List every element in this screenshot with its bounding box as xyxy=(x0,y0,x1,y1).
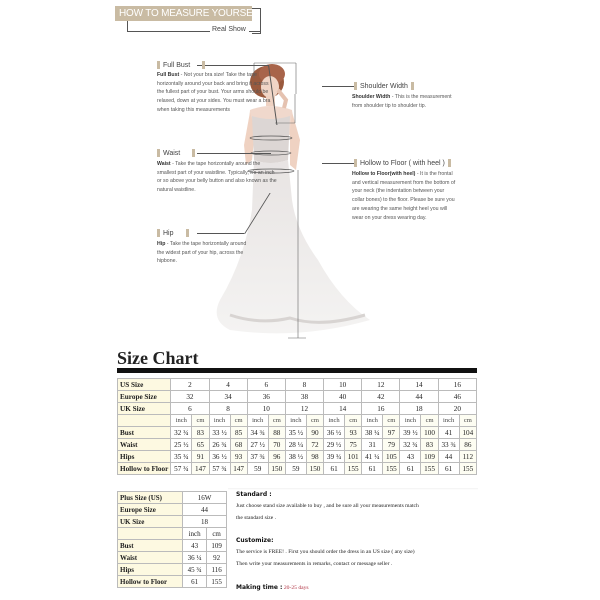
table-row: Bust 43 109 xyxy=(118,540,227,552)
hollow-to-floor-description: Hollow to Floor(with heel) - It is the frontal and vertical measurement from the bottom of your neck (the indentation between your collar bones) to the floor. Please be sure you are wearing the same height heel you will wear on your dress wearing day. xyxy=(352,171,456,221)
pointer-line xyxy=(197,153,271,154)
how-to-measure-banner: HOW TO MEASURE YOURSELF xyxy=(115,6,252,21)
table-row: UK Size 6 8 10 12 14 16 18 20 xyxy=(118,403,477,415)
making-time-value: 20-25 days xyxy=(283,585,309,591)
table-row: Hips 35 ¾ 91 36 ½ 93 37 ¾ 96 38 ½ 98 39 ¾ 101 41 ¼ 105 43 109 44 112 xyxy=(118,451,477,463)
shoulder-width-description: Shoulder Width - This is the measurement from shoulder tip to shoulder tip. xyxy=(352,94,452,109)
plus-size-table xyxy=(117,491,227,588)
banner-line xyxy=(249,31,260,32)
size-chart-divider xyxy=(117,368,477,373)
waist-label: Waist xyxy=(154,149,198,157)
standard-text-line2: the standard size . xyxy=(236,515,277,521)
table-row: Europe Size 44 xyxy=(118,504,227,516)
table-row: Waist 36 ¼ 92 xyxy=(118,552,227,564)
standard-heading: Standard : xyxy=(236,491,272,498)
full-bust-description: Full Bust - Not your bra size! Take the tape horizontally around your back and bring it across the fullest part of your bust. Your arms should be relaxed, down at your sides. You must wear a bra when taking this measurements xyxy=(157,72,271,113)
table-row: Plus Size (US) 16W xyxy=(118,492,227,504)
size-chart-title: Size Chart xyxy=(117,348,199,368)
shoulder-width-label: Shoulder Width xyxy=(351,82,417,90)
table-row: UK Size 18 xyxy=(118,516,227,528)
standard-text-line1: Just choose stand size available to buy , and be sure all your measurements match xyxy=(236,503,419,509)
table-row: Europe Size 32 34 36 38 40 42 44 46 xyxy=(118,391,477,403)
real-show-label: Real Show xyxy=(212,26,246,33)
pointer-line xyxy=(322,86,354,87)
waist-description: Waist - Take the tape horizontally around the smallest part of your waistline. Typically, it's an inch or so above your belly button and also known as the natural waistline. xyxy=(157,161,277,194)
hip-label: Hip xyxy=(154,229,192,237)
hip-description: Hip - Take the tape horizontally around the widest part of your hip, across the hipbone. xyxy=(157,241,247,265)
table-row: Hips 45 ¾ 116 xyxy=(118,564,227,576)
table-row: inch cm inch cm inch cm inch cm inch cm inch cm inch cm inch cm xyxy=(118,415,477,427)
pointer-line xyxy=(197,233,244,234)
making-time xyxy=(236,584,309,591)
customize-text-line2: Then write your measurements in remarks, contact or message seller . xyxy=(236,561,393,567)
full-bust-label: Full Bust xyxy=(154,61,208,69)
customize-text-line1: The service is FREE! . First you should order the dress in an US size ( any size) xyxy=(236,549,415,555)
hollow-to-floor-label: Hollow to Floor ( with heel ) xyxy=(351,159,454,167)
table-row: inch cm xyxy=(118,528,227,540)
table-row: Hollow to Floor 61 155 xyxy=(118,576,227,588)
size-chart-table xyxy=(117,378,477,475)
table-row: Hollow to Floor 57 ¾ 147 57 ¾ 147 59 150 59 150 61 155 61 155 61 155 61 155 xyxy=(118,463,477,475)
pointer-line xyxy=(322,163,354,164)
banner-line xyxy=(127,31,210,32)
table-row: Bust 32 ¾ 83 33 ½ 85 34 ¾ 88 35 ½ 90 36 ½ 93 38 ¼ 97 39 ½ 100 41 104 xyxy=(118,427,477,439)
customize-heading: Customize: xyxy=(236,537,274,544)
table-row: Waist 25 ½ 65 26 ¾ 68 27 ½ 70 28 ¼ 72 29 ½ 75 31 79 32 ¾ 83 33 ¾ 86 xyxy=(118,439,477,451)
section-divider xyxy=(228,488,478,490)
making-time-label: Making time : xyxy=(236,584,283,591)
table-row: US Size 2 4 6 8 10 12 14 16 xyxy=(118,379,477,391)
